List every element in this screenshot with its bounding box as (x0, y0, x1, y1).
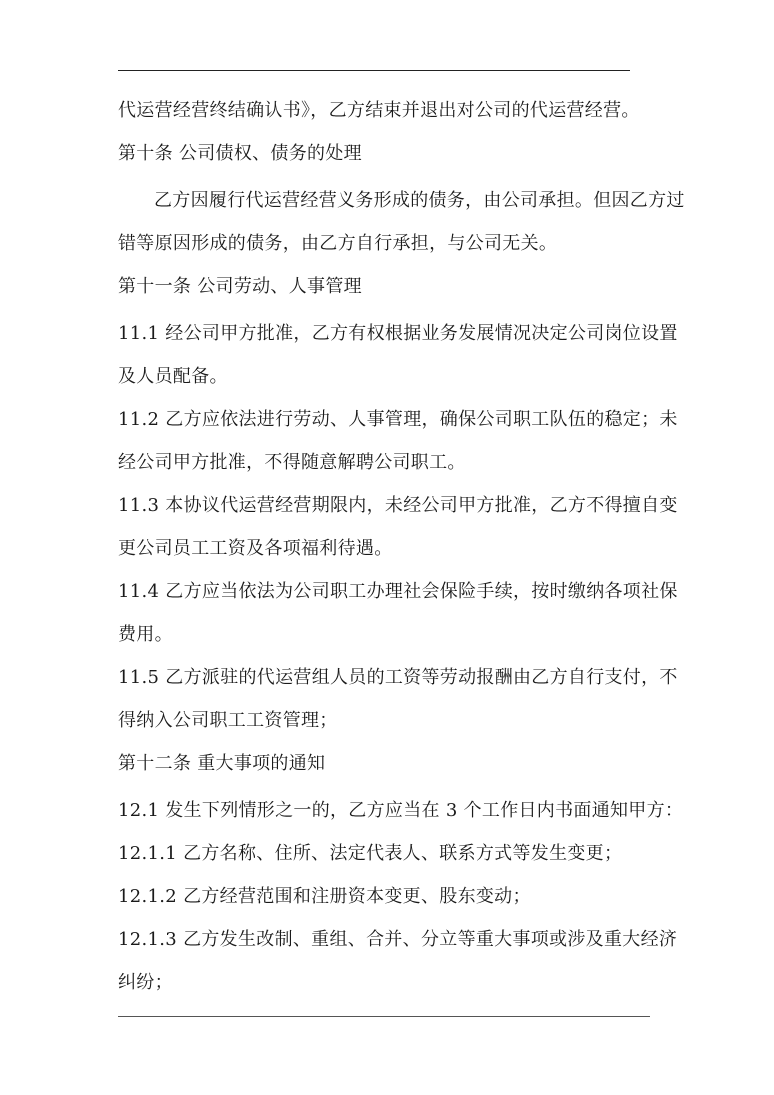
clause-11-5: 11.5 乙方派驻的代运营组人员的工资等劳动报酬由乙方自行支付，不 (118, 667, 678, 688)
clause-11-2: 11.2 乙方应依法进行劳动、人事管理，确保公司职工队伍的稳定；未 (118, 409, 678, 430)
paragraph-line: 代运营经营终结确认书》，乙方结束并退出对公司的代运营经营。 (118, 100, 640, 121)
clause-11-3: 11.3 本协议代运营经营期限内，未经公司甲方批准，乙方不得擅自变 (118, 495, 678, 516)
paragraph-line: 乙方因履行代运营经营义务形成的债务，由公司承担。但因乙方过 (154, 190, 685, 211)
paragraph-line: 经公司甲方批准，不得随意解聘公司职工。 (118, 452, 466, 473)
paragraph-line: 更公司员工工资及各项福利待遇。 (118, 538, 393, 559)
clause-11-1: 11.1 经公司甲方批准，乙方有权根据业务发展情况决定公司岗位设置 (118, 323, 678, 344)
clause-12-1-2: 12.1.2 乙方经营范围和注册资本变更、股东变动； (118, 886, 531, 907)
paragraph-line: 得纳入公司职工工资管理； (118, 710, 338, 731)
clause-11-4: 11.4 乙方应当依法为公司职工办理社会保险手续，按时缴纳各项社保 (118, 581, 678, 602)
footer-rule (118, 1016, 650, 1017)
section-heading-12: 第十二条 重大事项的通知 (118, 753, 326, 774)
paragraph-line: 及人员配备。 (118, 366, 228, 387)
clause-12-1: 12.1 发生下列情形之一的，乙方应当在 3 个工作日内书面通知甲方： (118, 800, 684, 821)
paragraph-line: 费用。 (118, 624, 173, 645)
header-rule (118, 70, 630, 71)
paragraph-line: 错等原因形成的债务，由乙方自行承担，与公司无关。 (118, 233, 558, 254)
clause-12-1-1: 12.1.1 乙方名称、住所、法定代表人、联系方式等发生变更； (118, 843, 623, 864)
clause-12-1-3: 12.1.3 乙方发生改制、重组、合并、分立等重大事项或涉及重大经济 (118, 929, 678, 950)
paragraph-line: 纠纷； (118, 972, 173, 993)
section-heading-11: 第十一条 公司劳动、人事管理 (118, 276, 362, 297)
section-heading-10: 第十条 公司债权、债务的处理 (118, 143, 362, 164)
